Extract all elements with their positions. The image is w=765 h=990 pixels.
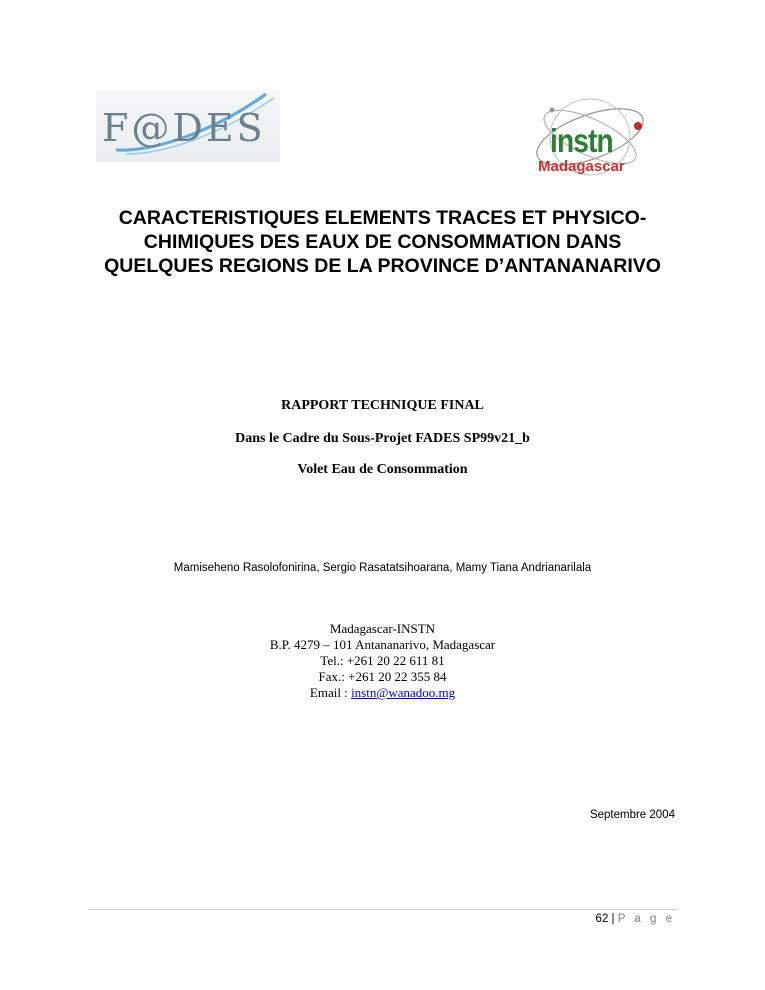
madagascar-logo-text: Madagascar [538,158,625,175]
title-line-1: CARACTERISTIQUES ELEMENTS TRACES ET PHYSICO- [118,207,647,229]
footer-divider [88,909,678,910]
title-line-3: QUELQUES REGIONS DE LA PROVINCE D’ANTANANARIVO [104,255,661,277]
organization-name: Madagascar-INSTN [329,621,436,636]
telephone: Tel.: +261 20 22 611 81 [320,653,445,668]
report-context: Dans le Cadre du Sous-Projet FADES SP99v21_b [235,431,530,446]
instn-logo-text: instn [550,122,613,159]
title-line-2: CHIMIQUES DES EAUX DE CONSOMMATION DANS [143,231,622,253]
report-type: RAPPORT TECHNIQUE FINAL [281,398,484,413]
authors-line: Mamiseheno Rasolofonirina, Sergio Rasatatsihoarana, Mamy Tiana Andrianarilala [173,562,592,574]
po-box: B.P. 4279 – 101 Antananarivo, Madagascar [269,637,496,652]
instn-logo [530,92,652,190]
page-number: 62 [595,913,609,925]
report-date: Septembre 2004 [589,809,675,821]
footer-separator: | [611,913,615,925]
fades-logo-text: F@DES [102,106,266,150]
page-footer [500,913,675,925]
fades-logo [96,90,280,162]
email-line [60,685,705,701]
address-block [60,621,705,701]
fax: Fax.: +261 20 22 355 84 [318,669,447,684]
email-label: Email : [309,685,352,700]
report-volet: Volet Eau de Consommation [297,462,468,477]
page-word: P a g e [617,913,675,925]
document-title [60,206,705,278]
email-link[interactable]: instn@wanadoo.mg [351,685,456,700]
